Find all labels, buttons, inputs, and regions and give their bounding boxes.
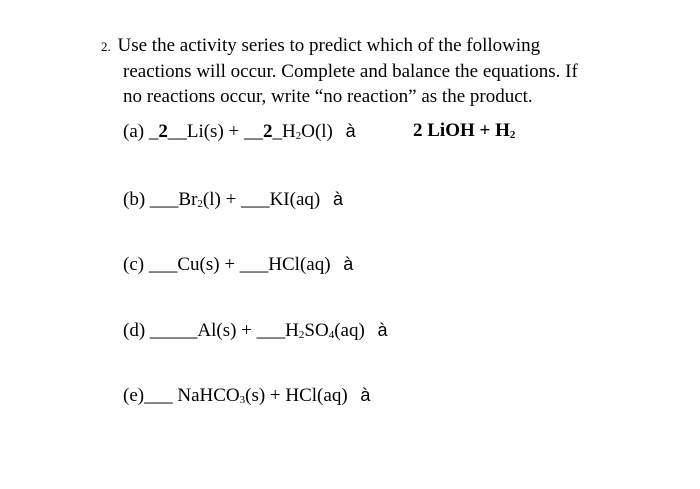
- reaction-arrow-icon: à: [377, 320, 388, 340]
- question-number: 2.: [101, 39, 111, 54]
- equation-a-reactant-1: __Li(s) + __: [167, 121, 263, 142]
- equation-b-reactant-1: $Br_2(l)$ + ___: [178, 189, 270, 210]
- question-text-1: Use the activity series to predict which of the following: [117, 35, 541, 56]
- equation-a: [123, 119, 356, 146]
- equation-e-label: (e)___: [123, 385, 178, 406]
- reaction-arrow-icon: à: [360, 385, 371, 405]
- question-line-1: [101, 33, 681, 59]
- equation-a-label: (a) _: [123, 121, 159, 142]
- equation-d-label: (d) _____: [123, 320, 198, 341]
- equation-b-reactant-2: KI(aq): [269, 189, 321, 210]
- reaction-arrow-icon: à: [345, 121, 356, 141]
- reaction-arrow-icon: à: [343, 254, 354, 274]
- equation-e-reactants: NaHCO$_3$(s) + HCl(aq): [177, 385, 348, 406]
- equation-c: [123, 252, 353, 277]
- equation-d: [123, 318, 388, 345]
- equation-c-label: (c) ___: [123, 254, 178, 275]
- equation-a-product: 2 LiOH + $H_2$: [413, 120, 516, 141]
- equation-b-label: (b) ___: [123, 189, 179, 210]
- equation-a-coef-1: 2: [158, 121, 168, 142]
- equation-d-reactant-1: Al(s) + ___: [197, 320, 286, 341]
- equation-d-reactant-2: $H_2SO_4(aq)$: [285, 320, 365, 341]
- equation-c-reactant-2: HCl(aq): [268, 254, 331, 275]
- equation-e: [123, 383, 370, 410]
- equation-b: [123, 187, 343, 214]
- equation-a-coef-2: 2: [263, 121, 273, 142]
- equation-c-reactant-1: Cu(s) + ___: [177, 254, 269, 275]
- question-line-3: no reactions occur, write “no reaction” as the product.: [123, 86, 533, 107]
- reaction-arrow-icon: à: [332, 189, 343, 209]
- question-prompt: [101, 33, 681, 109]
- question-line-2: reactions will occur. Complete and balance the equations. If: [123, 61, 578, 82]
- equation-a-reactant-2: $\_H_2O(l)$: [272, 121, 333, 142]
